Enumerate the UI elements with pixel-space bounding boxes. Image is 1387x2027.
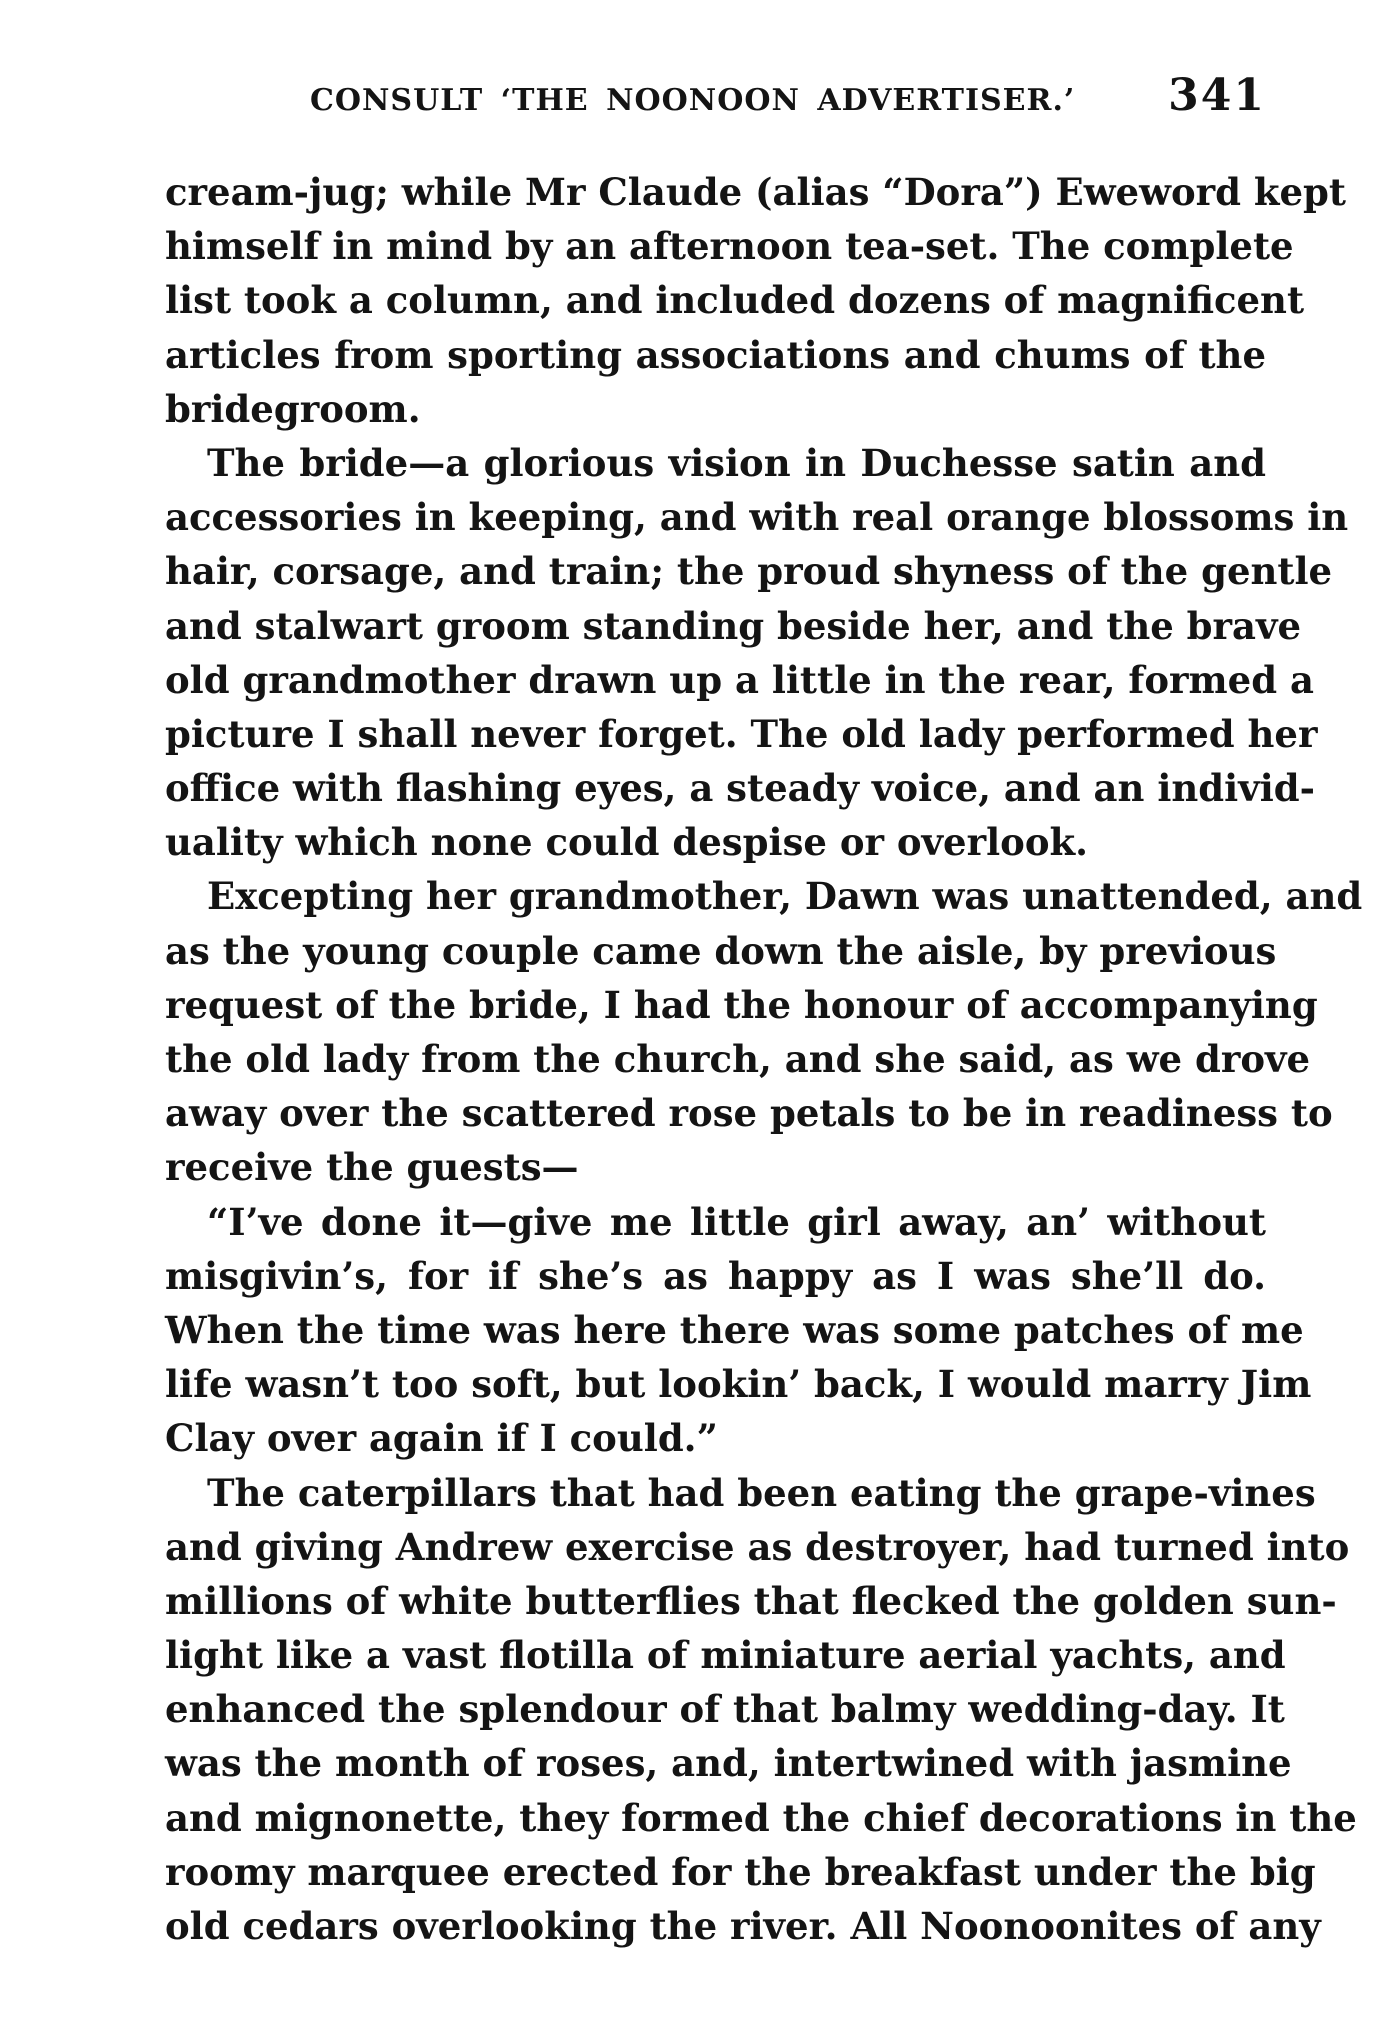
text-line: receive the guests— (165, 1145, 579, 1190)
text-line: old cedars overlooking the river. All Noonoonites of any (165, 1904, 1321, 1948)
paragraph-start-line: Excepting her grandmother, Dawn was unattended, and (207, 874, 1363, 919)
text-line: roomy marquee erected for the breakfast under the big (165, 1849, 1316, 1894)
text-line: list took a column, and included dozens of magnificent (165, 278, 1305, 323)
text-line: bridegroom. (165, 386, 421, 431)
text-line: as the young couple came down the aisle, by previous (165, 928, 1277, 973)
page-number: 341 (1168, 70, 1266, 121)
text-line: old grandmother drawn up a little in the rear, formed a (165, 657, 1314, 702)
text-line: misgivin’s, for if she’s as happy as I was she’ll do. (165, 1253, 1266, 1298)
text-line: light like a vast flotilla of miniature aerial yachts, and (165, 1633, 1286, 1678)
text-line: was the month of roses, and, intertwined with jasmine (165, 1741, 1292, 1786)
paragraph-start-line: “I’ve done it—give me little girl away, an’ without (207, 1199, 1266, 1244)
text-line: hair, corsage, and train; the proud shyness of the gentle (165, 549, 1333, 594)
text-line: request of the bride, I had the honour of accompanying (165, 982, 1318, 1027)
text-line: cream-jug; while Mr Claude (alias “Dora”) Eweword kept (165, 170, 1347, 214)
text-line: uality which none could despise or overlook. (165, 820, 1089, 865)
text-line: Clay over again if I could.” (165, 1416, 718, 1461)
text-line: life wasn’t too soft, but lookin’ back, I would marry Jim (165, 1362, 1312, 1407)
text-line: the old lady from the church, and she said, as we drove (165, 1037, 1311, 1081)
text-line: articles from sporting associations and chums of the (165, 332, 1266, 377)
text-line: accessories in keeping, and with real orange blossoms in (165, 495, 1349, 540)
text-line: millions of white butterflies that flecked the golden sun- (165, 1578, 1337, 1623)
running-title: CONSULT ‘THE NOONOON ADVERTISER.’ (310, 83, 1076, 118)
text-line: and mignonette, they formed the chief decorations in the (165, 1795, 1357, 1840)
text-line: When the time was here there was some patches of me (165, 1307, 1304, 1352)
text-line: office with flashing eyes, a steady voice, and an individ- (165, 766, 1315, 811)
text-line: and giving Andrew exercise as destroyer, had turned into (165, 1524, 1350, 1569)
paragraph-start-line: The bride—a glorious vision in Duchesse satin and (207, 440, 1266, 485)
running-head (310, 70, 1266, 130)
text-line: picture I shall never forget. The old lady performed her (165, 711, 1318, 756)
text-line: himself in mind by an afternoon tea-set. The complete (165, 224, 1294, 269)
text-line: enhanced the splendour of that balmy wedding-day. It (165, 1687, 1285, 1732)
body-text (165, 165, 1363, 1953)
paragraph-start-line: The caterpillars that had been eating the grape-vines (207, 1470, 1316, 1515)
text-line: and stalwart groom standing beside her, and the brave (165, 603, 1302, 648)
text-line: away over the scattered rose petals to be in readiness to (165, 1091, 1333, 1136)
